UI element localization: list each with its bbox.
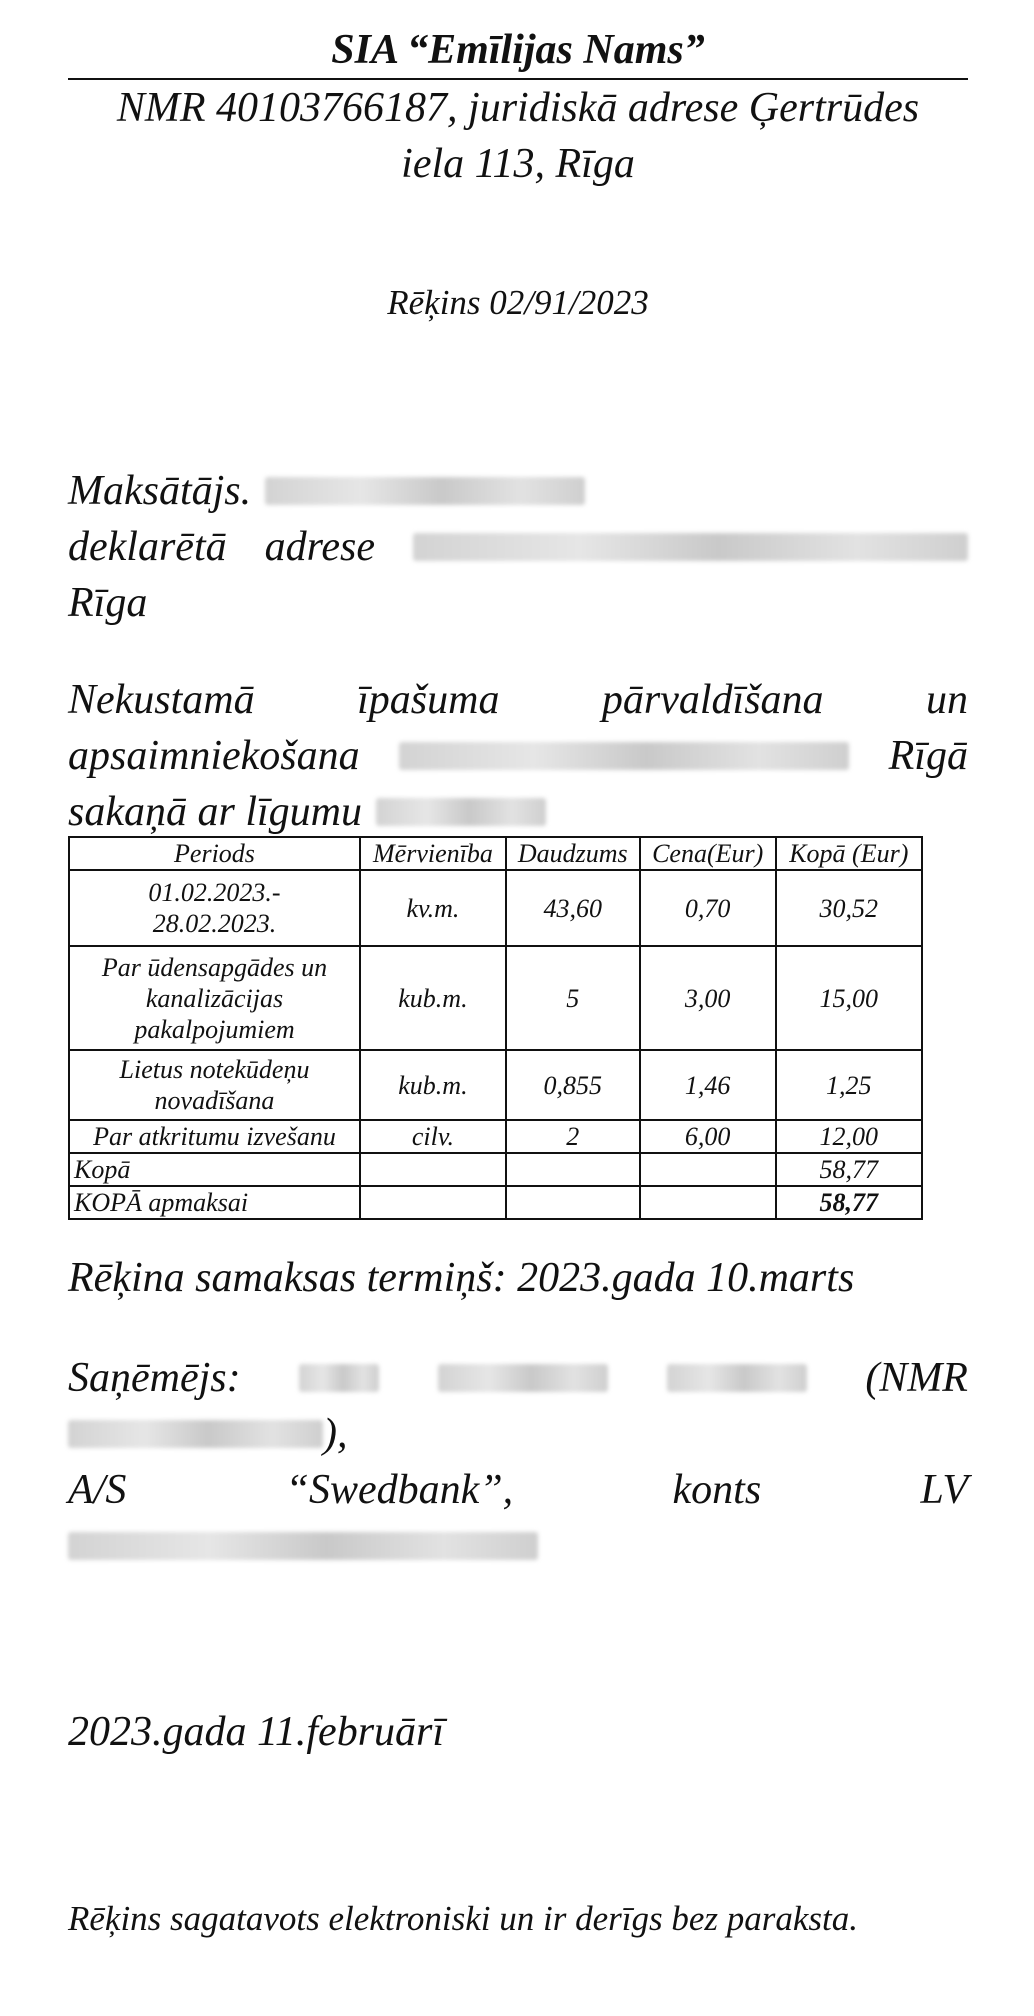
table-row xyxy=(69,1120,922,1153)
property-address-redacted xyxy=(399,742,849,770)
row-unit: kv.m. xyxy=(360,870,506,946)
row-total: 12,00 xyxy=(776,1120,922,1153)
payer-line xyxy=(68,463,968,519)
empty-cell xyxy=(360,1153,506,1186)
empty-cell xyxy=(506,1153,640,1186)
row-description-line: 01.02.2023.- xyxy=(148,878,281,907)
payer-block xyxy=(68,463,968,631)
col-header-quantity: Daudzums xyxy=(506,837,640,870)
service-word: īpašuma xyxy=(357,677,500,723)
row-unit: kub.m. xyxy=(360,1050,506,1120)
col-header-total: Kopā (Eur) xyxy=(776,837,922,870)
issue-date: 2023.gada 11.februārī xyxy=(68,1709,445,1755)
row-description xyxy=(69,870,360,946)
service-line-1 xyxy=(68,672,968,728)
row-description: Par atkritumu izvešanu xyxy=(69,1120,360,1153)
table-row xyxy=(69,946,922,1050)
payer-address-label-2: adrese xyxy=(264,524,376,570)
recipient-name-redacted-1 xyxy=(299,1364,379,1392)
subtotal-row xyxy=(69,1153,922,1186)
bank-account-redacted xyxy=(68,1532,538,1560)
row-description-line: kanalizācijas xyxy=(145,983,284,1013)
payer-address-line xyxy=(68,519,968,575)
table-header-row xyxy=(69,837,922,870)
invoice-table xyxy=(68,836,923,1220)
recipient-name-redacted-3 xyxy=(667,1364,807,1392)
row-quantity: 2 xyxy=(506,1120,640,1153)
row-total: 1,25 xyxy=(776,1050,922,1120)
company-details xyxy=(68,80,968,192)
payer-name-redacted xyxy=(265,477,585,505)
recipient-line-2 xyxy=(68,1406,968,1462)
recipient-nmr-redacted xyxy=(68,1420,323,1448)
row-price: 0,70 xyxy=(640,870,776,946)
recipient-line-1 xyxy=(68,1350,968,1406)
recipient-nmr-open: (NMR xyxy=(865,1355,968,1401)
payer-label: Maksātājs. xyxy=(68,468,252,514)
recipient-line-4 xyxy=(68,1518,968,1574)
service-word: Nekustamā xyxy=(68,677,255,723)
col-header-price: Cena(Eur) xyxy=(640,837,776,870)
row-unit: kub.m. xyxy=(360,946,506,1050)
row-description xyxy=(69,1050,360,1120)
company-name: SIA “Emīlijas Nams” xyxy=(331,27,705,73)
row-description-line: novadīšana xyxy=(154,1086,275,1115)
table-row xyxy=(69,1050,922,1120)
row-total: 15,00 xyxy=(776,946,922,1050)
row-quantity: 5 xyxy=(506,946,640,1050)
contract-number-redacted xyxy=(376,798,546,826)
empty-cell xyxy=(506,1186,640,1219)
subtotal-value: 58,77 xyxy=(776,1153,922,1186)
row-description-line: pakalpojumiem xyxy=(134,1014,295,1044)
row-description-line: 28.02.2023. xyxy=(152,909,277,938)
recipient-nmr-close: ), xyxy=(323,1411,348,1457)
row-quantity: 0,855 xyxy=(506,1050,640,1120)
grand-total-label: KOPĀ apmaksai xyxy=(69,1186,360,1219)
row-price: 6,00 xyxy=(640,1120,776,1153)
grand-total-value: 58,77 xyxy=(776,1186,922,1219)
payer-address-redacted xyxy=(413,533,968,561)
empty-cell xyxy=(640,1153,776,1186)
invoice-number: Rēķins 02/91/2023 xyxy=(387,283,649,322)
bank-text: konts xyxy=(672,1467,762,1513)
company-details-line-2: iela 113, Rīga xyxy=(401,141,635,187)
payment-deadline: Rēķina samaksas termiņš: 2023.gada 10.marts xyxy=(68,1255,855,1301)
contract-label: sakaņā ar līgumu xyxy=(68,789,362,835)
col-header-period: Periods xyxy=(69,837,360,870)
row-quantity: 43,60 xyxy=(506,870,640,946)
service-word: Rīgā xyxy=(888,733,968,779)
row-price: 3,00 xyxy=(640,946,776,1050)
col-header-unit: Mērvienība xyxy=(360,837,506,870)
row-price: 1,46 xyxy=(640,1050,776,1120)
bank-name: “Swedbank”, xyxy=(285,1467,514,1513)
subtotal-label: Kopā xyxy=(69,1153,360,1186)
bank-text: A/S xyxy=(68,1467,127,1513)
table-row xyxy=(69,870,922,946)
payer-address-city: Rīga xyxy=(68,580,148,626)
service-word: apsaimniekošana xyxy=(68,733,360,779)
payer-address-label-1: deklarētā xyxy=(68,524,227,570)
grand-total-row xyxy=(69,1186,922,1219)
service-word: pārvaldīšana xyxy=(601,677,824,723)
company-details-line-1: NMR 40103766187, juridiskā adrese Ģertrūdes xyxy=(116,85,920,131)
empty-cell xyxy=(360,1186,506,1219)
row-description-line: Lietus notekūdeņu xyxy=(119,1055,310,1084)
row-description-line: Par ūdensapgādes un xyxy=(101,952,328,982)
service-line-3 xyxy=(68,784,968,840)
row-unit: cilv. xyxy=(360,1120,506,1153)
recipient-label: Saņēmējs: xyxy=(68,1355,241,1401)
service-line-2 xyxy=(68,728,968,784)
bank-text: LV xyxy=(920,1467,968,1513)
empty-cell xyxy=(640,1186,776,1219)
recipient-name-redacted-2 xyxy=(438,1364,608,1392)
footer-note: Rēķins sagatavots elektroniski un ir derīgs bez paraksta. xyxy=(68,1899,858,1938)
service-word: un xyxy=(926,677,968,723)
service-description xyxy=(68,672,968,840)
row-description xyxy=(69,946,360,1050)
recipient-line-3 xyxy=(68,1462,968,1518)
row-total: 30,52 xyxy=(776,870,922,946)
recipient-block xyxy=(68,1350,968,1574)
